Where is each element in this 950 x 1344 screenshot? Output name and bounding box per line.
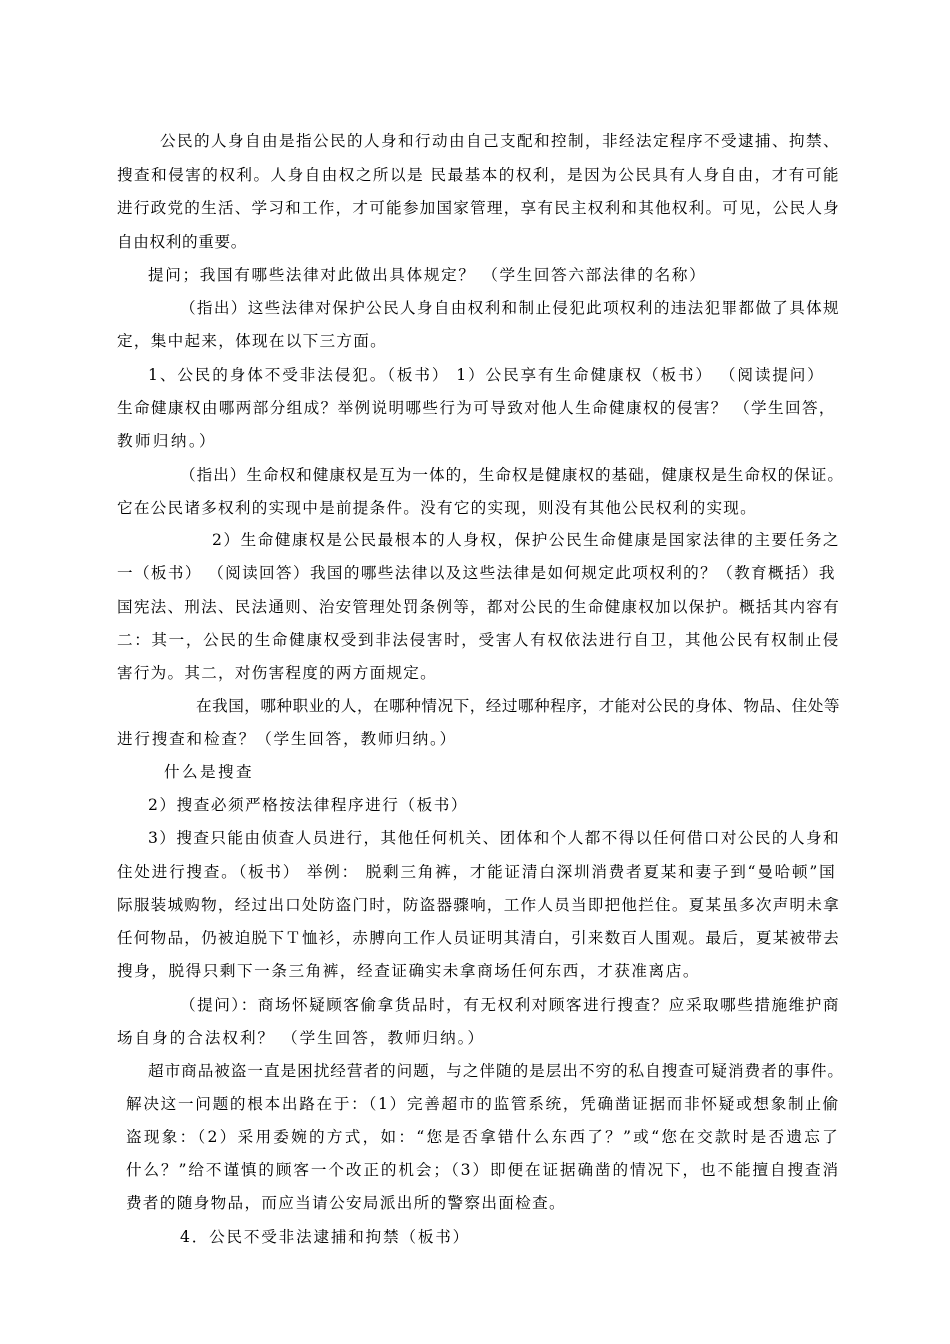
text-line-32: 什么？”给不谨慎的顾客一个改正的机会；（3）即便在证据确凿的情况下，也不能擅自搜查消 xyxy=(126,1161,840,1179)
text-line-29: 超市商品被盗一直是困扰经营者的问题，与之伴随的是层出不穷的私自搜查可疑消费者的事件。 xyxy=(148,1062,844,1080)
text-line-4: 自由权利的重要。 xyxy=(117,233,247,251)
text-line-18: 在我国，哪种职业的人，在哪种情况下，经过哪种程序，才能对公民的身体、物品、住处等 xyxy=(196,697,840,715)
text-line-6: （指出）这些法律对保护公民人身自由权利和制止侵犯此项权利的违法犯罪都做了具体规 xyxy=(180,299,840,317)
text-line-14: 一（板书） （阅读回答）我国的哪些法律以及这些法律是如何规定此项权利的？（教育概括）我 xyxy=(117,564,836,582)
text-line-33: 费者的随身物品，而应当请公安局派出所的警察出面检查。 xyxy=(126,1194,566,1212)
text-line-28: 场自身的合法权利？ （学生回答，教师归纳。） xyxy=(117,1029,486,1047)
text-line-16: 二：其一，公民的生命健康权受到非法侵害时，受害人有权依法进行自卫，其他公民有权制止侵 xyxy=(117,631,840,649)
text-line-17: 害行为。其二，对伤害程度的两方面规定。 xyxy=(117,664,437,682)
text-line-2: 搜查和侵害的权利。人身自由权之所以是 民最基本的权利，是因为公民具有人身自由，才有可能 xyxy=(117,166,840,184)
text-line-20: 什么是搜查 xyxy=(164,763,254,781)
text-line-22: 3）搜查只能由侦查人员进行，其他任何机关、团体和个人都不得以任何借口对公民的人身和 xyxy=(148,829,840,847)
text-line-24: 际服装城购物，经过出口处防盗门时，防盗器骤响，工作人员当即把他拦住。夏某虽多次声明未拿 xyxy=(117,896,840,914)
text-line-3: 进行政党的生活、学习和工作，才可能参加国家管理，享有民主权利和其他权利。可见，公民人身 xyxy=(117,199,840,217)
text-line-7: 定，集中起来，体现在以下三方面。 xyxy=(117,332,387,350)
text-line-25: 任何物品，仍被迫脱下Ｔ恤衫，赤膊向工作人员证明其清白，引来数百人围观。最后，夏某被带去 xyxy=(117,929,840,947)
text-line-19: 进行搜查和检查？（学生回答，教师归纳。） xyxy=(117,730,457,748)
text-line-30: 解决这一问题的根本出路在于：（1）完善超市的监管系统，凭确凿证据而非怀疑或想象制止偷 xyxy=(126,1095,840,1113)
text-line-9: 生命健康权由哪两部分组成？举例说明哪些行为可导致对他人生命健康权的侵害？ （学生回答， xyxy=(117,399,836,417)
text-line-8: 1、公民的身体不受非法侵犯。（板书） 1）公民享有生命健康权（板书） （阅读提问） xyxy=(148,366,825,384)
text-line-27: （提问）：商场怀疑顾客偷拿货品时，有无权利对顾客进行搜查？应采取哪些措施维护商 xyxy=(180,996,840,1014)
text-line-31: 盗现象：（2）采用委婉的方式，如：“您是否拿错什么东西了？”或“您在交款时是否遗忘了 xyxy=(126,1128,840,1146)
text-line-13: 2）生命健康权是公民最根本的人身权，保护公民生命健康是国家法律的主要任务之 xyxy=(212,531,840,549)
text-line-5: 提问；我国有哪些法律对此做出具体规定？ （学生回答六部法律的名称） xyxy=(148,266,707,284)
text-line-34: 4．公民不受非法逮捕和拘禁（板书） xyxy=(180,1228,470,1246)
text-line-11: （指出）生命权和健康权是互为一体的，生命权是健康权的基础，健康权是生命权的保证。 xyxy=(180,466,844,484)
text-line-21: 2）搜查必须严格按法律程序进行（板书） xyxy=(148,796,468,814)
text-line-10: 教师归纳。） xyxy=(117,432,217,450)
text-line-26: 搜身，脱得只剩下一条三角裤，经查证确实未拿商场任何东西，才获准离店。 xyxy=(117,962,700,980)
text-line-23: 住处进行搜查。（板书） 举例： 脱剩三角裤，才能证清白深圳消费者夏某和妻子到“曼哈顿”国 xyxy=(117,863,837,881)
text-line-12: 它在公民诸多权利的实现中是前提条件。没有它的实现，则没有其他公民权利的实现。 xyxy=(117,499,757,517)
text-line-1: 公民的人身自由是指公民的人身和行动由自己支配和控制，非经法定程序不受逮捕、拘禁、 xyxy=(160,132,840,150)
text-line-15: 国宪法、刑法、民法通则、治安管理处罚条例等，都对公民的生命健康权加以保护。概括其内容有 xyxy=(117,598,840,616)
